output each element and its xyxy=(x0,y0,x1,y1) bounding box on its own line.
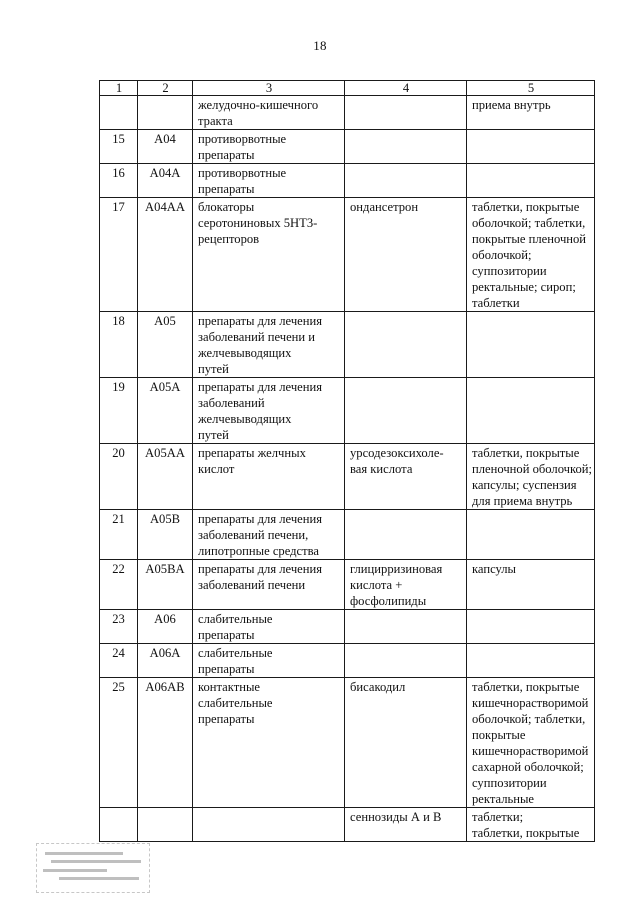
table-row xyxy=(100,560,595,610)
atc-code-cell: A05AA xyxy=(138,444,193,510)
table-row xyxy=(100,444,595,510)
column-header-3: 3 xyxy=(193,81,345,96)
cell-text-line: серотониновых 5HT3- xyxy=(198,216,318,230)
table-row xyxy=(100,164,595,198)
cell-text-line: слабительные xyxy=(198,696,273,710)
cell-text-line: препараты для лечения xyxy=(198,562,323,576)
table-row xyxy=(100,130,595,164)
dosage-form-cell xyxy=(467,164,595,198)
cell-text-line: оболочкой; таблетки, xyxy=(472,712,586,726)
atc-code-cell: A04 xyxy=(138,130,193,164)
drug-name-cell xyxy=(345,808,467,842)
cell-text-line: кишечнорастворимой xyxy=(472,696,589,710)
anatomical-group-cell xyxy=(193,444,345,510)
cell-text-line: вая кислота xyxy=(350,462,413,476)
anatomical-group-cell xyxy=(193,378,345,444)
anatomical-group-cell xyxy=(193,678,345,808)
cell-text-line: покрытые xyxy=(472,728,526,742)
dosage-form-cell xyxy=(467,312,595,378)
cell-text-line: препараты xyxy=(198,712,255,726)
cell-text-line: кислота + xyxy=(350,578,403,592)
row-number-cell: 17 xyxy=(100,198,138,312)
cell-text-line: препараты xyxy=(198,628,255,642)
table-row xyxy=(100,808,595,842)
anatomical-group-cell xyxy=(193,610,345,644)
row-number-cell: 15 xyxy=(100,130,138,164)
table-row xyxy=(100,378,595,444)
drug-name-cell xyxy=(345,510,467,560)
drug-name-cell xyxy=(345,96,467,130)
cell-text-line: препараты xyxy=(198,662,255,676)
dosage-form-cell xyxy=(467,378,595,444)
cell-text-line: желчевыводящих xyxy=(198,346,292,360)
cell-text-line: покрытые пленочной xyxy=(472,232,587,246)
atc-code-cell: A05BA xyxy=(138,560,193,610)
cell-text-line: таблетки xyxy=(472,296,520,310)
atc-code-cell: A06A xyxy=(138,644,193,678)
cell-text-line: противорвотные xyxy=(198,132,287,146)
cell-text-line: путей xyxy=(198,428,229,442)
drug-list-table xyxy=(99,80,595,842)
dosage-form-cell xyxy=(467,130,595,164)
cell-text-line: контактные xyxy=(198,680,261,694)
table-row xyxy=(100,644,595,678)
column-header-1: 1 xyxy=(100,81,138,96)
cell-text-line: приема внутрь xyxy=(472,98,551,112)
cell-text-line: ректальные xyxy=(472,792,535,806)
cell-text-line: препараты для лечения xyxy=(198,512,323,526)
row-number-cell xyxy=(100,808,138,842)
anatomical-group-cell xyxy=(193,808,345,842)
page-number: 18 xyxy=(313,38,327,53)
cell-text-line: кишечнорастворимой xyxy=(472,744,589,758)
table-body xyxy=(100,96,595,842)
cell-text-line: капсулы; суспензия xyxy=(472,478,577,492)
row-number-cell: 23 xyxy=(100,610,138,644)
cell-text-line: суппозитории xyxy=(472,264,547,278)
table-row xyxy=(100,312,595,378)
cell-text-line: желудочно-кишечного xyxy=(198,98,319,112)
cell-text-line: оболочкой; таблетки, xyxy=(472,216,586,230)
cell-text-line: сахарной оболочкой; xyxy=(472,760,584,774)
cell-text-line: бисакодил xyxy=(350,680,406,694)
dosage-form-cell xyxy=(467,610,595,644)
cell-text-line: глицирризиновая xyxy=(350,562,443,576)
cell-text-line: для приема внутрь xyxy=(472,494,573,508)
row-number-cell: 21 xyxy=(100,510,138,560)
cell-text-line: липотропные средства xyxy=(198,544,320,558)
atc-code-cell: A05B xyxy=(138,510,193,560)
anatomical-group-cell xyxy=(193,198,345,312)
dosage-form-cell xyxy=(467,444,595,510)
cell-text-line: кислот xyxy=(198,462,235,476)
row-number-cell xyxy=(100,96,138,130)
dosage-form-cell xyxy=(467,510,595,560)
anatomical-group-cell xyxy=(193,644,345,678)
cell-text-line: слабительные xyxy=(198,646,273,660)
drug-name-cell xyxy=(345,610,467,644)
cell-text-line: препараты желчных xyxy=(198,446,306,460)
table-row xyxy=(100,678,595,808)
cell-text-line: препараты xyxy=(198,148,255,162)
table-row xyxy=(100,510,595,560)
drug-name-cell xyxy=(345,378,467,444)
cell-text-line: таблетки, покрытые xyxy=(472,680,580,694)
anatomical-group-cell xyxy=(193,164,345,198)
atc-code-cell: A05A xyxy=(138,378,193,444)
cell-text-line: ондансетрон xyxy=(350,200,419,214)
atc-code-cell: A06AB xyxy=(138,678,193,808)
dosage-form-cell xyxy=(467,560,595,610)
cell-text-line: таблетки, покрытые xyxy=(472,446,580,460)
cell-text-line: желчевыводящих xyxy=(198,412,292,426)
drug-name-cell xyxy=(345,312,467,378)
atc-code-cell xyxy=(138,808,193,842)
dosage-form-cell xyxy=(467,198,595,312)
dosage-form-cell xyxy=(467,808,595,842)
anatomical-group-cell xyxy=(193,560,345,610)
cell-text-line: тракта xyxy=(198,114,233,128)
cell-text-line: оболочкой; xyxy=(472,248,532,262)
dosage-form-cell xyxy=(467,96,595,130)
table-row xyxy=(100,96,595,130)
anatomical-group-cell xyxy=(193,96,345,130)
row-number-cell: 18 xyxy=(100,312,138,378)
cell-text-line: заболеваний печени и xyxy=(198,330,316,344)
cell-text-line: путей xyxy=(198,362,229,376)
cell-text-line: таблетки, покрытые xyxy=(472,826,580,840)
drug-name-cell xyxy=(345,130,467,164)
table-header-row xyxy=(100,81,595,96)
drug-name-cell xyxy=(345,164,467,198)
table-row xyxy=(100,610,595,644)
column-header-5: 5 xyxy=(467,81,595,96)
drug-name-cell xyxy=(345,644,467,678)
row-number-cell: 16 xyxy=(100,164,138,198)
cell-text-line: ректальные; сироп; xyxy=(472,280,576,294)
column-header-4: 4 xyxy=(345,81,467,96)
drug-name-cell xyxy=(345,198,467,312)
atc-code-cell: A04AA xyxy=(138,198,193,312)
anatomical-group-cell xyxy=(193,510,345,560)
cell-text-line: заболеваний печени xyxy=(198,578,306,592)
drug-name-cell xyxy=(345,678,467,808)
cell-text-line: блокаторы xyxy=(198,200,255,214)
cell-text-line: рецепторов xyxy=(198,232,260,246)
atc-code-cell: A05 xyxy=(138,312,193,378)
cell-text-line: заболеваний печени, xyxy=(198,528,309,542)
row-number-cell: 19 xyxy=(100,378,138,444)
cell-text-line: слабительные xyxy=(198,612,273,626)
cell-text-line: препараты для лечения xyxy=(198,380,323,394)
anatomical-group-cell xyxy=(193,130,345,164)
cell-text-line: урсодезоксихоле- xyxy=(350,446,444,460)
atc-code-cell: A04A xyxy=(138,164,193,198)
row-number-cell: 24 xyxy=(100,644,138,678)
drug-name-cell xyxy=(345,560,467,610)
cell-text-line: пленочной оболочкой; xyxy=(472,462,593,476)
row-number-cell: 20 xyxy=(100,444,138,510)
atc-code-cell: A06 xyxy=(138,610,193,644)
row-number-cell: 25 xyxy=(100,678,138,808)
dosage-form-cell xyxy=(467,644,595,678)
cell-text-line: препараты xyxy=(198,182,255,196)
row-number-cell: 22 xyxy=(100,560,138,610)
table-row xyxy=(100,198,595,312)
cell-text-line: заболеваний xyxy=(198,396,265,410)
anatomical-group-cell xyxy=(193,312,345,378)
cell-text-line: противорвотные xyxy=(198,166,287,180)
drug-name-cell xyxy=(345,444,467,510)
dosage-form-cell xyxy=(467,678,595,808)
cell-text-line: капсулы xyxy=(472,562,517,576)
column-header-2: 2 xyxy=(138,81,193,96)
cell-text-line: суппозитории xyxy=(472,776,547,790)
cell-text-line: фосфолипиды xyxy=(350,594,427,608)
cell-text-line: таблетки, покрытые xyxy=(472,200,580,214)
atc-code-cell xyxy=(138,96,193,130)
cell-text-line: сеннозиды А и В xyxy=(350,810,442,824)
stamp-mark xyxy=(36,843,150,893)
cell-text-line: таблетки; xyxy=(472,810,524,824)
cell-text-line: препараты для лечения xyxy=(198,314,323,328)
